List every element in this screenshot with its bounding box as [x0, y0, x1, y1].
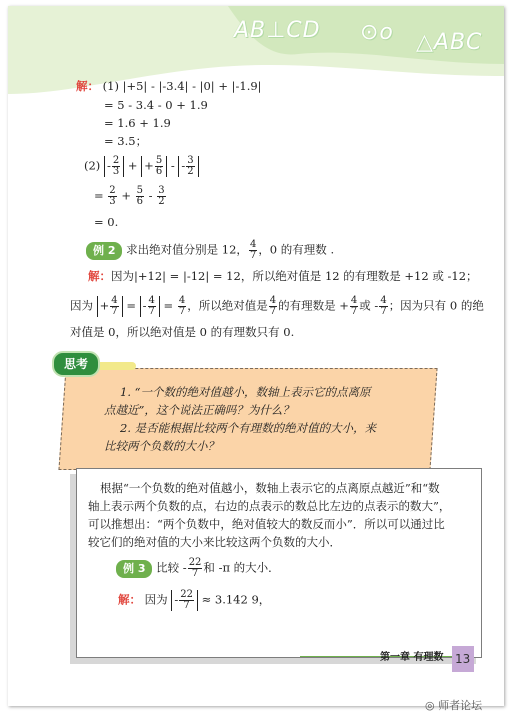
watermark — [425, 697, 482, 713]
header-glyph-perpendicular: AB⊥CD — [234, 18, 321, 43]
panel-line2: 轴上表示两个负数的点，右边的点表示的数总比左边的点表示的数大”， — [88, 499, 451, 513]
solution1-line1 — [76, 78, 262, 94]
example2-prompt-after: ，0 的有理数 . — [258, 242, 335, 257]
textbook-page — [8, 6, 504, 706]
watermark-icon: ◎ — [425, 699, 435, 712]
example2-sol-line1-text: 因为|+12| = |-12| = 12，所以绝对值是 12 的有理数是 +12 或 -12； — [111, 269, 478, 283]
abs-pos-five-sixths: + $\frac{5}{6}$ — [141, 156, 167, 177]
footer-chapter: 第一章 有理数 — [380, 652, 444, 663]
part2-label: (2) — [84, 158, 101, 173]
example2-prompt-before: 求出绝对值分别是 12， — [126, 242, 248, 257]
think-q1b: 点越近”，这个说法正确吗？为什么？ — [104, 403, 294, 417]
example2-sol-line1 — [88, 268, 478, 284]
example3-badge: 例 3 — [116, 560, 152, 578]
header-glyph-circle: ⊙o — [360, 20, 394, 45]
solution1-line2: = 5 - 3.4 - 0 + 1.9 — [104, 98, 208, 112]
example2-sol-label: 解： — [88, 269, 111, 283]
abs-neg-two-thirds: - $\frac{2}{3}$ — [104, 156, 124, 177]
example2-badge: 例 2 — [86, 242, 122, 260]
page-number: 13 — [455, 652, 471, 666]
watermark-text: 师者论坛 — [438, 699, 483, 712]
example2-prompt: 例 2 求出绝对值分别是 12， $\frac{4}{7}$ ，0 的有理数 . — [86, 240, 334, 261]
think-q2b: 比较两个负数的大小？ — [104, 439, 219, 453]
solution1-part2-step1: = $\frac{2}{3}$ + $\frac{5}{6}$ - $\frac{3}{2}$ — [94, 185, 165, 207]
solution1-part2-step2: = 0. — [94, 215, 119, 229]
think-badge: 思考 — [52, 351, 100, 377]
think-q2: 2. 是否能根据比较两个有理数的绝对值的大小，来 — [120, 421, 377, 435]
solution1-expr: (1) |+5| - |-3.4| - |0| + |-1.9| — [102, 79, 262, 93]
panel-line4: 较它们的绝对值的大小来比较这两个负数的大小． — [88, 535, 341, 549]
think-badge-tail — [94, 362, 136, 370]
solution1-line3: = 1.6 + 1.9 — [104, 116, 171, 130]
solution1-line4: = 3.5； — [104, 134, 148, 148]
panel-line1: 根据“一个负数的绝对值越小，数轴上表示它的点离原点越近”和“数 — [100, 481, 440, 495]
header-glyph-triangle: △ABC — [416, 30, 483, 55]
example2-sol-line3: 对值是 0，所以绝对值是 0 的有理数只有 0. — [70, 325, 295, 339]
abs-neg-three-halves: - $\frac{3}{2}$ — [178, 156, 198, 177]
panel-line3: 可以推想出：“两个负数中，绝对值较大的数反而小”．所以可以通过比 — [88, 517, 445, 531]
solution1-part2-expr: (2) - $\frac{2}{3}$ + + $\frac{5}{6}$ - - $\frac{3}{2}$ — [84, 156, 199, 177]
example3-prompt: 例 3 比较 - $\frac{22}{7}$ 和 -π 的大小． — [116, 558, 280, 579]
solution1-label: 解： — [76, 79, 99, 93]
example3-sol-label: 解： — [118, 592, 141, 607]
example2-sol-line2: 因为 + $\frac{4}{7}$ = - $\frac{4}{7}$ = $\frac{4}{7}$ ，所以绝对值是 $\frac{4}{7}$ 的有理数是 + $\frac{4}{7}$ 或 - $\frac{4}{7}$ ；因为只有 0 的绝 — [70, 295, 484, 317]
think-q1: 1. “一个数的绝对值越小，数轴上表示它的点离原 — [120, 385, 371, 399]
example3-solution: 解： 因为 - $\frac{22}{7}$ ≈ 3.142 9， — [118, 589, 271, 611]
